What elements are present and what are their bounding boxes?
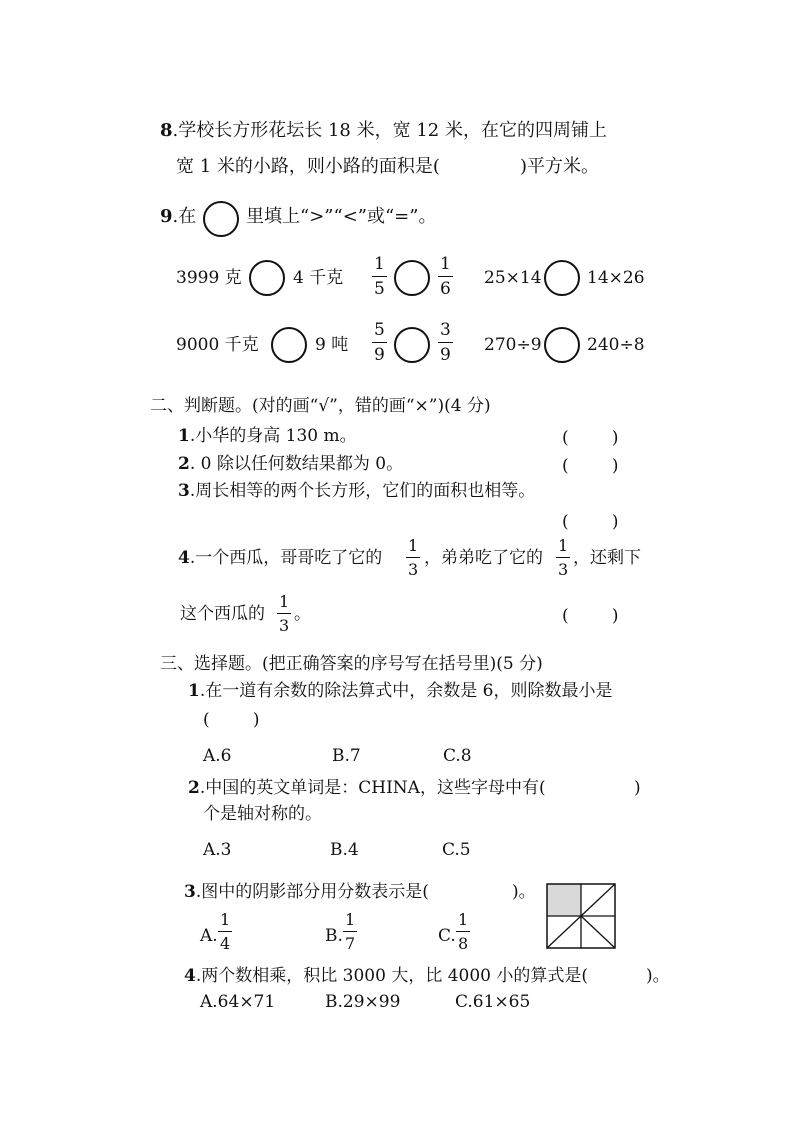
fraction-bar (438, 276, 453, 277)
fraction-numerator: 3 (440, 320, 451, 340)
fraction-denominator: 4 (220, 934, 231, 953)
s3-q3-option-c-label: C. (438, 926, 456, 946)
q9-number: 9 (160, 206, 173, 227)
s3-q2-option-c: C.5 (442, 840, 471, 860)
s2-q4-text-1: .一个西瓜，哥哥吃了它的 (189, 548, 383, 568)
s3-q4-text: .两个数相乘，积比 3000 大，比 4000 小的算式是( (195, 966, 589, 986)
s2-q4-text-4: 这个西瓜的 (180, 604, 265, 624)
q9-r1-b-left-fraction (372, 256, 387, 298)
s3-q2-option-b: B.4 (330, 840, 359, 860)
fraction-denominator: 3 (408, 560, 419, 579)
q9-r1-b-right-fraction (438, 256, 453, 298)
q8-number: 8 (160, 120, 173, 141)
fraction-denominator: 6 (440, 279, 451, 299)
s2-q4-text-5: 。 (294, 604, 311, 624)
s2-q2-text: . 0 除以任何数结果都为 0。 (189, 454, 404, 474)
fraction-numerator: 1 (408, 536, 419, 555)
q9-r2-a-right: 9 吨 (315, 335, 349, 355)
s3-q2-line2: 个是轴对称的。 (203, 804, 322, 824)
s3-q1-text: .在一道有余数的除法算式中，余数是 6，则除数最小是 (199, 681, 613, 701)
s3-q3-option-a-label: A. (200, 926, 218, 946)
q9-r2-b-circle[interactable] (394, 327, 430, 363)
fraction-bar (406, 557, 420, 558)
q9-pre-text: .在 (172, 206, 197, 227)
q9-post-text: 里填上“>”“<”或“=”。 (246, 206, 437, 227)
fraction-numerator: 1 (558, 536, 569, 555)
s2-q3-answer-paren[interactable]: ( ) (562, 512, 619, 532)
fraction-numerator: 1 (220, 910, 231, 929)
q8-line2 (176, 158, 440, 176)
s3-q2-text: .中国的英文单词是：CHINA，这些字母中有( (199, 778, 546, 798)
q8-line2-end: )平方米。 (520, 156, 600, 177)
q9-sample-circle (203, 201, 239, 237)
s3-q2-option-a: A.3 (203, 840, 232, 860)
s3-q1-number: 1 (188, 681, 200, 701)
s3-q4-option-b: B.29×99 (325, 992, 401, 1012)
fraction-bar (456, 931, 470, 932)
fraction-denominator: 8 (458, 934, 469, 953)
s2-q3 (178, 483, 535, 500)
s2-q2-answer-paren[interactable]: ( ) (562, 456, 619, 476)
fraction-bar (372, 276, 387, 277)
s2-q3-text: .周长相等的两个长方形，它们的面积也相等。 (189, 481, 536, 501)
q9-r1-a-circle[interactable] (249, 260, 285, 296)
section3-title: 三、选择题。(把正确答案的序号写在括号里)(5 分) (160, 654, 543, 674)
s3-q4-number: 4 (184, 966, 196, 986)
fraction-denominator: 7 (345, 934, 356, 953)
s3-q3-paren-end: )。 (512, 882, 536, 902)
section2-title: 二、判断题。(对的画“√”，错的画“×”)(4 分) (150, 396, 491, 416)
s3-q3-option-c-fraction (456, 912, 470, 952)
s3-q2-paren-end: ) (634, 778, 641, 798)
q8-text-1: .学校长方形花坛长 18 米，宽 12 米，在它的四周铺上 (172, 120, 607, 141)
q9-r2-c-circle[interactable] (544, 327, 580, 363)
s3-q3-number: 3 (184, 882, 196, 902)
q9-r1-c-circle[interactable] (544, 260, 580, 296)
s2-q1-answer-paren[interactable]: ( ) (562, 428, 619, 448)
s3-q1-option-b: B.7 (332, 746, 361, 766)
fraction-numerator: 1 (374, 254, 385, 274)
s3-q4-paren-end: )。 (646, 966, 670, 986)
q9-r1-b-circle[interactable] (394, 260, 430, 296)
s2-q4-number: 4 (178, 548, 190, 568)
s3-q1-answer-paren[interactable]: ( ) (203, 710, 260, 730)
s3-q4-option-c: C.61×65 (455, 992, 531, 1012)
s2-q4-text-2: ，弟弟吃了它的 (424, 548, 543, 568)
fraction-denominator: 3 (558, 560, 569, 579)
shaded-square-figure (546, 883, 616, 949)
q9-r1-a-left: 3999 克 (176, 268, 242, 288)
s2-q4-answer-paren[interactable]: ( ) (562, 606, 619, 626)
fraction-bar (277, 613, 291, 614)
s2-q4-fraction-2 (556, 538, 570, 578)
s3-q3-option-a-fraction (218, 912, 232, 952)
fraction-numerator: 1 (345, 910, 356, 929)
s2-q1-text: .小华的身高 130 m。 (189, 426, 357, 446)
q9-r2-c-right: 240÷8 (587, 335, 645, 355)
fraction-denominator: 3 (279, 616, 290, 635)
fraction-denominator: 9 (374, 345, 385, 365)
q8-text-2a: 宽 1 米的小路，则小路的面积是( (176, 156, 440, 177)
fraction-bar (438, 342, 453, 343)
s2-q4-fraction-3 (277, 594, 291, 634)
s2-q1-number: 1 (178, 426, 190, 446)
fraction-numerator: 5 (374, 320, 385, 340)
s3-q3-line (184, 884, 429, 901)
fraction-numerator: 1 (440, 254, 451, 274)
fraction-numerator: 1 (458, 910, 469, 929)
q8-line1 (160, 122, 607, 140)
s3-q2-number: 2 (188, 778, 200, 798)
s3-q1-option-c: C.8 (443, 746, 472, 766)
s2-q1 (178, 428, 357, 445)
s2-q4-fraction-1 (406, 538, 420, 578)
shaded-region (547, 884, 581, 916)
q9-r1-c-right: 14×26 (587, 268, 645, 288)
s3-q1-line1 (188, 683, 612, 700)
fraction-denominator: 5 (374, 279, 385, 299)
q9-r2-c-left: 270÷9 (484, 335, 542, 355)
fraction-bar (343, 931, 357, 932)
fraction-bar (218, 931, 232, 932)
q9-r1-a-right: 4 千克 (293, 268, 344, 288)
q9-r2-a-left: 9000 千克 (176, 335, 259, 355)
q9-prefix (160, 208, 196, 226)
s2-q4-text-3: ，还剩下 (573, 548, 641, 568)
s2-q3-number: 3 (178, 481, 190, 501)
s2-q4-text-a (178, 550, 382, 567)
s3-q3-text: .图中的阴影部分用分数表示是( (195, 882, 429, 902)
q9-r2-a-circle[interactable] (271, 327, 307, 363)
fraction-numerator: 1 (279, 592, 290, 611)
q9-r2-b-right-fraction (438, 322, 453, 364)
fraction-denominator: 9 (440, 345, 451, 365)
s3-q1-option-a: A.6 (203, 746, 232, 766)
q9-r1-c-left: 25×14 (484, 268, 542, 288)
s2-q2-number: 2 (178, 454, 190, 474)
q9-r2-b-left-fraction (372, 322, 387, 364)
s3-q3-option-b-fraction (343, 912, 357, 952)
fraction-bar (372, 342, 387, 343)
s2-q2 (178, 456, 403, 473)
s3-q4-option-a: A.64×71 (200, 992, 276, 1012)
s3-q2-line1 (188, 780, 546, 797)
s3-q4-line (184, 968, 588, 985)
s3-q3-option-b-label: B. (325, 926, 343, 946)
fraction-bar (556, 557, 570, 558)
